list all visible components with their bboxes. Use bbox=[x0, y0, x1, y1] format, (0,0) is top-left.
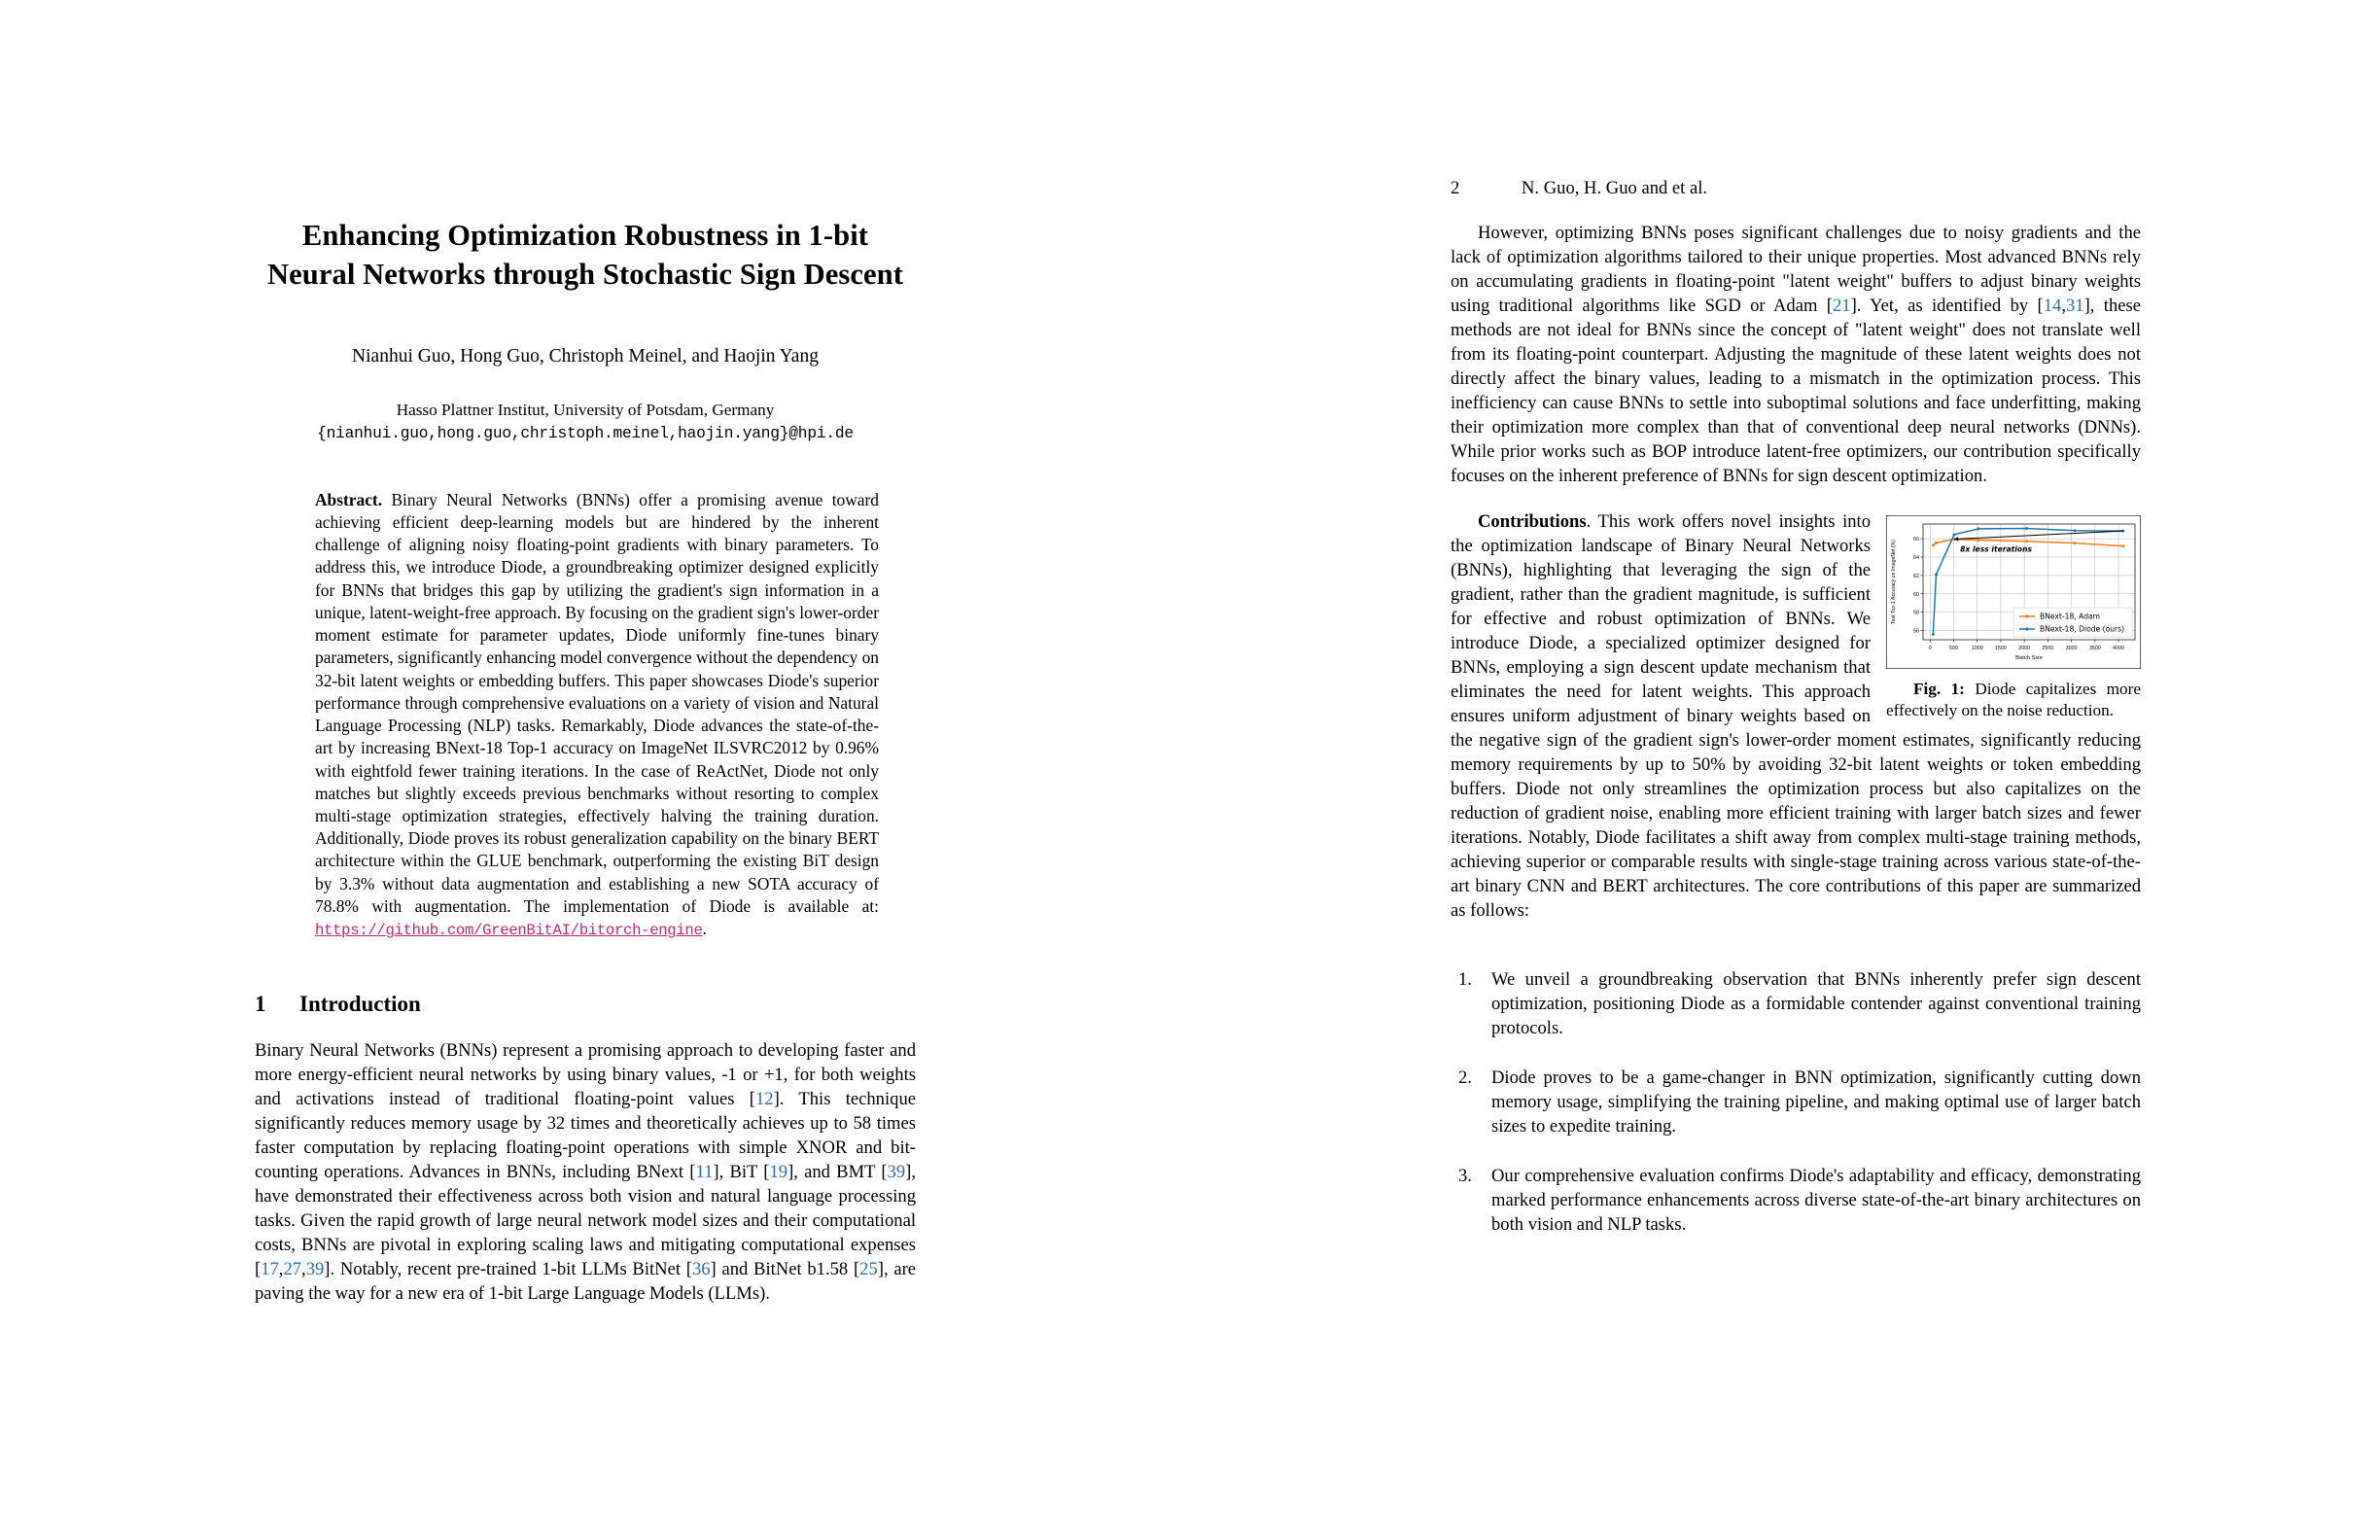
svg-text:500: 500 bbox=[1948, 646, 1958, 651]
figure-label: Fig. 1: bbox=[1913, 680, 1965, 698]
introduction-paragraph: Binary Neural Networks (BNNs) represent a promising approach to developing faster and more energy-efficient neural networks by using binary values, -1 or +1, for both weights and activations instead of traditional floating-point values [12]. This technique significantly reduces memory usage by 32 times and theoretically achieves up to 58 times faster computation by replacing floating-point operations with simple XNOR and bit-counting operations. Advances in BNNs, including BNext [11], BiT [19], and BMT [39], have demonstrated their effectiveness across both vision and natural language processing tasks. Given the rapid growth of large neural network model sizes and their computational costs, BNNs are pivotal in exploring scaling laws and mitigating computational expenses [17,27,39]. Notably, recent pre-trained 1-bit LLMs BitNet [36] and BitNet b1.58 [25], are paving the way for a new era of 1-bit Large Language Models (LLMs). bbox=[255, 1040, 917, 1304]
figure-1 bbox=[1886, 515, 2141, 722]
author-email: {nianhui.guo,hong.guo,christoph.meinel,haojin.yang}@hpi.de bbox=[317, 424, 854, 442]
citation-25[interactable]: 25 bbox=[859, 1259, 878, 1279]
svg-text:Batch Size: Batch Size bbox=[2015, 655, 2043, 661]
svg-text:62: 62 bbox=[1913, 573, 1919, 579]
abstract bbox=[315, 489, 879, 941]
accuracy-vs-batch-size-chart bbox=[1886, 515, 2141, 669]
para1-text-a: However, optimizing BNNs poses significant challenges due to noisy gradients and the lack of optimization algorithms tailored to their unique properties. Most advanced BNNs rely on accumulating gradients in floating-point "latent weight" buffers to adjust binary weights using traditional algorithms like SGD or Adam bbox=[1451, 223, 2141, 316]
intro-text-d: , and BMT bbox=[793, 1162, 882, 1182]
citation-31[interactable]: 31 bbox=[2065, 296, 2084, 316]
section-title: Introduction bbox=[299, 992, 421, 1016]
figure-1-caption bbox=[1886, 679, 2141, 722]
citation-14[interactable]: 14 bbox=[2043, 296, 2062, 316]
abstract-text: Binary Neural Networks (BNNs) offer a promising avenue toward achieving efficient deep-learning models but are hindered by the inherent challenge of aligning noisy floating-point gradients with binary parameters. To address this, we introduce Diode, a groundbreaking optimizer designed explicitly for BNNs that bridges this gap by utilizing the gradient's sign information in a unique, latent-weight-free approach. By focusing on the gradient sign's lower-order moment estimate for parameter updates, Diode uniformly fine-tunes binary parameters, significantly enhancing model convergence without the dependency on 32-bit latent weights or embedding buffers. This paper showcases Diode's superior performance through comprehensive evaluations on a variety of vision and Natural Language Processing (NLP) tasks. Remarkably, Diode advances the state-of-the-art by increasing BNext-18 Top-1 accuracy on ImageNet ILSVRC2012 by 0.96% with eightfold fewer training iterations. In the case of ReActNet, Diode not only matches but slightly exceeds previous benchmarks without resorting to complex multi-stage optimization strategies, effectively halving the training duration. Additionally, Diode proves its robust generalization capability on the binary BERT architecture within the GLUE benchmark, outperforming the existing BiT design by 3.3% without data augmentation and establishing a new SOTA accuracy of 78.8% with augmentation. The implementation of Diode is available at: bbox=[315, 489, 879, 916]
intro-text-f: . Notably, recent pre-trained 1-bit LLMs BitNet bbox=[330, 1259, 686, 1279]
page-number: 2 bbox=[1451, 178, 1460, 198]
list-item: We unveil a groundbreaking observation that BNNs inherently prefer sign descent optimization, positioning Diode as a formidable contender against conventional training protocols. bbox=[1491, 969, 2141, 1038]
citation-36[interactable]: 36 bbox=[691, 1259, 711, 1279]
svg-text:60: 60 bbox=[1913, 591, 1919, 598]
title-line-2: Neural Networks through Stochastic Sign Descent bbox=[267, 258, 903, 292]
svg-text:1500: 1500 bbox=[1994, 646, 2007, 651]
left-page bbox=[255, 0, 916, 1306]
svg-text:66: 66 bbox=[1913, 537, 1919, 543]
svg-text:0: 0 bbox=[1928, 646, 1932, 651]
contributions-label: Contributions bbox=[1478, 511, 1587, 532]
title-line-1: Enhancing Optimization Robustness in 1-bit bbox=[301, 219, 869, 252]
citation-19[interactable]: 19 bbox=[769, 1162, 788, 1182]
list-item: Our comprehensive evaluation confirms Diode's adaptability and efficacy, demonstrating marked performance enhancements across diverse state-of-the-art binary architectures on both vision and NLP tasks. bbox=[1491, 1166, 2141, 1235]
intro-text-e: , have demonstrated their effectiveness across both vision and natural language processing tasks. Given the rapid growth of large neural network model sizes and their computational costs, BNNs are pivotal in exploring scaling laws and mitigating computational expenses bbox=[255, 1162, 916, 1255]
citation-12[interactable]: 12 bbox=[754, 1089, 774, 1109]
section-number: 1 bbox=[255, 992, 266, 1016]
svg-text:3000: 3000 bbox=[2065, 646, 2078, 651]
abstract-label: Abstract. bbox=[315, 489, 383, 509]
citation-27[interactable]: 27 bbox=[283, 1259, 302, 1279]
para1-text-b: . Yet, as identified by bbox=[1856, 296, 2038, 316]
citation-17[interactable]: 17 bbox=[261, 1259, 279, 1279]
abstract-url-period: . bbox=[702, 919, 707, 939]
running-title: N. Guo, H. Guo and et al. bbox=[1522, 178, 1708, 198]
repository-link[interactable]: https://github.com/GreenBitAI/bitorch-engine bbox=[315, 922, 703, 940]
svg-text:8x less iterations: 8x less iterations bbox=[1960, 544, 2033, 554]
intro-text-a: Binary Neural Networks (BNNs) represent a promising approach to developing faster and more energy-efficient neural networks by using binary values, -1 or +1, for both weights and activations instead of traditional floating-point values bbox=[255, 1040, 916, 1109]
running-header bbox=[1451, 178, 2141, 199]
citation-21[interactable]: 21 bbox=[1832, 296, 1851, 316]
page-title bbox=[255, 216, 916, 295]
author-list: Nianhui Guo, Hong Guo, Christoph Meinel, and Haojin Yang bbox=[352, 345, 819, 367]
list-item: Diode proves to be a game-changer in BNN optimization, significantly cutting down memory usage, simplifying the training pipeline, and making optimal use of larger batch sizes to expedite training. bbox=[1491, 1068, 2141, 1137]
svg-text:BNext-18, Adam: BNext-18, Adam bbox=[2040, 612, 2101, 621]
citation-39b[interactable]: 39 bbox=[305, 1259, 325, 1279]
right-page bbox=[1451, 0, 2141, 1262]
svg-text:1000: 1000 bbox=[1971, 646, 1983, 651]
svg-text:Test Top-1 Accuracy on ImageNe: Test Top-1 Accuracy on ImageNet (%) bbox=[1891, 540, 1897, 624]
svg-text:BNext-18, Diode (ours): BNext-18, Diode (ours) bbox=[2040, 624, 2125, 634]
svg-text:58: 58 bbox=[1913, 610, 1919, 616]
para1-text-c: , these methods are not ideal for BNNs since the concept of "latent weight" does not translate well from its floating-point counterpart. Adjusting the magnitude of these latent weights does not directly affect the binary values, leading to a mismatch in the optimization process. This inefficiency can cause BNNs to settle into suboptimal solutions and face underfitting, making their optimization more complex than that of conventional deep neural networks (DNNs). While prior works such as BOP introduce latent-free optimizers, our contribution specifically focuses on the inherent preference of BNNs for sign descent optimization. bbox=[1451, 296, 2141, 486]
svg-text:2500: 2500 bbox=[2042, 646, 2054, 651]
intro-text-g: and BitNet b1.58 bbox=[716, 1259, 854, 1279]
affiliation: Hasso Plattner Institut, University of Potsdam, Germany bbox=[396, 400, 775, 419]
body-paragraph-contributions bbox=[1451, 509, 2141, 923]
svg-text:3500: 3500 bbox=[2088, 646, 2101, 651]
contributions-text: . This work offers novel insights into the optimization landscape of Binary Neural Networks (BNNs), highlighting that leveraging the sign of the gradient, rather than the gradient magnitude, is sufficient for effective and robust optimization of BNNs. We introduce Diode, a specialized optimizer designed for BNNs, employing a sign descent update mechanism that eliminates the need for latent weights. This approach ensures uniform adjustment of binary weights based on the negative sign of the gradient sign's lower-order moment estimates, significantly reducing memory requirements by up to 50% by avoiding 32-bit latent weights or token embedding buffers. Diode not only streamlines the optimization process but also capitalizes on the reduction of gradient noise, enabling more efficient training with larger batch sizes and fewer iterations. Notably, Diode facilitates a shift away from complex multi-stage training methods, achieving superior or comparable results with single-stage training across various state-of-the-art binary CNN and BERT architectures. The core contributions of this paper are summarized as follows: bbox=[1451, 511, 2141, 921]
intro-text-h: , are paving the way for a new era of 1-bit Large Language Models (LLMs). bbox=[255, 1259, 917, 1304]
citation-11[interactable]: 11 bbox=[695, 1162, 714, 1182]
section-heading-introduction bbox=[255, 992, 916, 1017]
citation-39[interactable]: 39 bbox=[887, 1162, 906, 1182]
figure-1-chart bbox=[1886, 515, 2141, 669]
svg-text:2000: 2000 bbox=[2018, 646, 2031, 651]
svg-text:64: 64 bbox=[1913, 555, 1919, 561]
contributions-list bbox=[1451, 967, 2141, 1237]
body-paragraph-however: However, optimizing BNNs poses significant challenges due to noisy gradients and the lack of optimization algorithms tailored to their unique properties. Most advanced BNNs rely on accumulating gradients in floating-point "latent weight" buffers to adjust binary weights using traditional algorithms like SGD or Adam [21]. Yet, as identified by [14,31], these methods are not ideal for BNNs since the concept of "latent weight" does not translate well from its floating-point counterpart. Adjusting the magnitude of these latent weights does not directly affect the binary values, leading to a mismatch in the optimization process. This inefficiency can cause BNNs to settle into suboptimal solutions and face underfitting, making their optimization more complex than that of conventional deep neural networks (DNNs). While prior works such as BOP introduce latent-free optimizers, our contribution specifically focuses on the inherent preference of BNNs for sign descent optimization. bbox=[1451, 223, 2141, 486]
figure-caption-text: Diode capitalizes more effectively on the noise reduction. bbox=[1886, 680, 2141, 720]
svg-text:4000: 4000 bbox=[2113, 646, 2125, 651]
intro-text-c: , BiT bbox=[718, 1162, 764, 1182]
svg-text:56: 56 bbox=[1913, 628, 1919, 635]
intro-text-b: . This technique significantly reduces memory usage by 32 times and theoretically achieves up to 58 times faster computation by replacing floating-point operations with simple XNOR and bit-counting operations. Advances in BNNs, including BNext bbox=[255, 1089, 916, 1182]
